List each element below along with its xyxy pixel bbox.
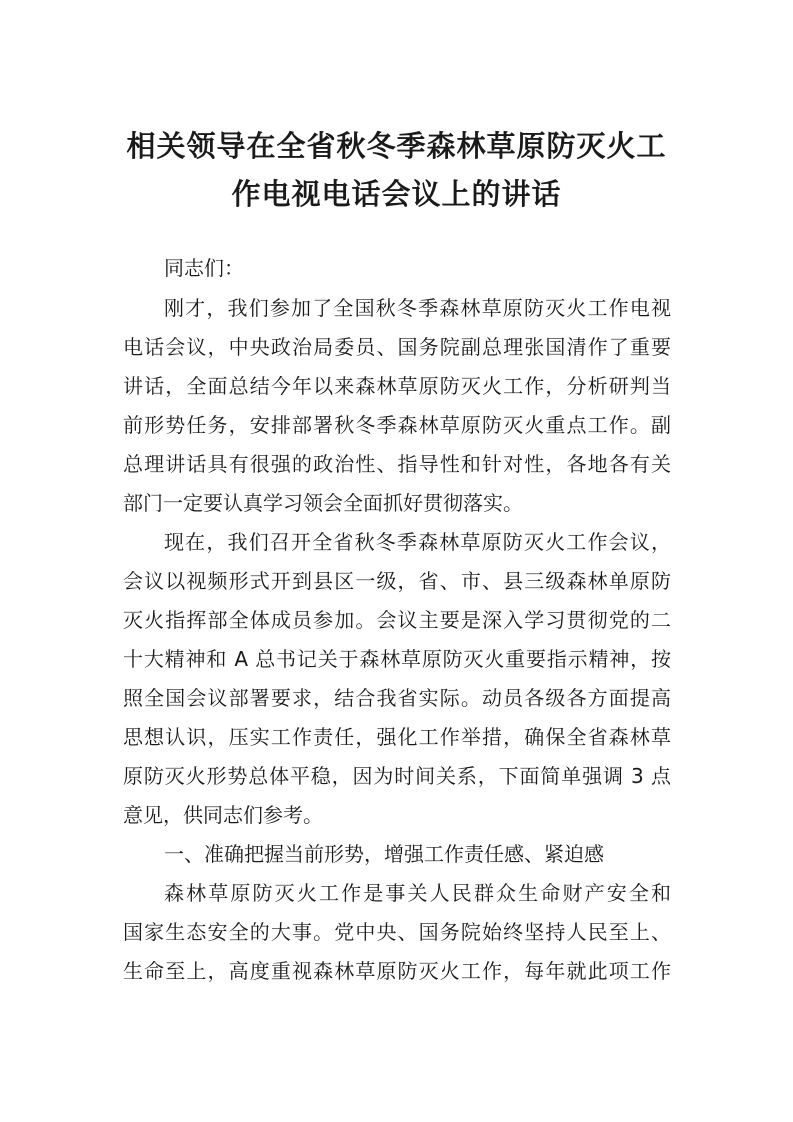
paragraph-3-line: 生命至上，高度重视森林草原防灭火工作，每年就此项工作 — [123, 959, 671, 983]
paragraph-3-line: 国家生态安全的大事。党中央、国务院始终坚持人民至上、 — [123, 920, 671, 944]
paragraph-2-line: 原防灭火形势总体平稳，因为时间关系，下面简单强调 3 点 — [123, 764, 671, 788]
paragraph-2-line: 十大精神和 A 总书记关于森林草原防灭火重要指示精神，按 — [123, 647, 671, 671]
paragraph-1-line: 电话会议，中央政治局委员、国务院副总理张国清作了重要 — [123, 335, 671, 359]
salutation: 同志们： — [164, 256, 244, 280]
paragraph-1-line: 刚才，我们参加了全国秋冬季森林草原防灭火工作电视 — [164, 296, 671, 320]
document-title-line-2: 作电视电话会议上的讲话 — [231, 177, 562, 211]
paragraph-3-line: 森林草原防灭火工作是事关人民群众生命财产安全和 — [164, 881, 671, 905]
document-title-line-1: 相关领导在全省秋冬季森林草原防灭火工 — [126, 129, 667, 163]
paragraph-1-line: 讲话，全面总结今年以来森林草原防灭火工作，分析研判当 — [123, 374, 671, 398]
paragraph-2-line: 意见，供同志们参考。 — [123, 803, 323, 827]
section-heading-1: 一、准确把握当前形势，增强工作责任感、紧迫感 — [164, 842, 604, 866]
paragraph-2-line: 照全国会议部署要求，结合我省实际。动员各级各方面提高 — [123, 686, 671, 710]
paragraph-1-line: 前形势任务，安排部署秋冬季森林草原防灭火重点工作。副 — [123, 413, 671, 437]
paragraph-2-line: 思想认识，压实工作责任，强化工作举措，确保全省森林草 — [123, 725, 671, 749]
paragraph-2-line: 灭火指挥部全体成员参加。会议主要是深入学习贯彻党的二 — [123, 608, 671, 632]
paragraph-2-line: 会议以视频形式开到县区一级，省、市、县三级森林单原防 — [123, 569, 671, 593]
paragraph-2-line: 现在，我们召开全省秋冬季森林草原防灭火工作会议， — [164, 530, 671, 554]
paragraph-1-line: 总理讲话具有很强的政治性、指导性和针对性，各地各有关 — [123, 452, 671, 476]
paragraph-1-line: 部门一定要认真学习领会全面抓好贯彻落实。 — [123, 491, 523, 515]
